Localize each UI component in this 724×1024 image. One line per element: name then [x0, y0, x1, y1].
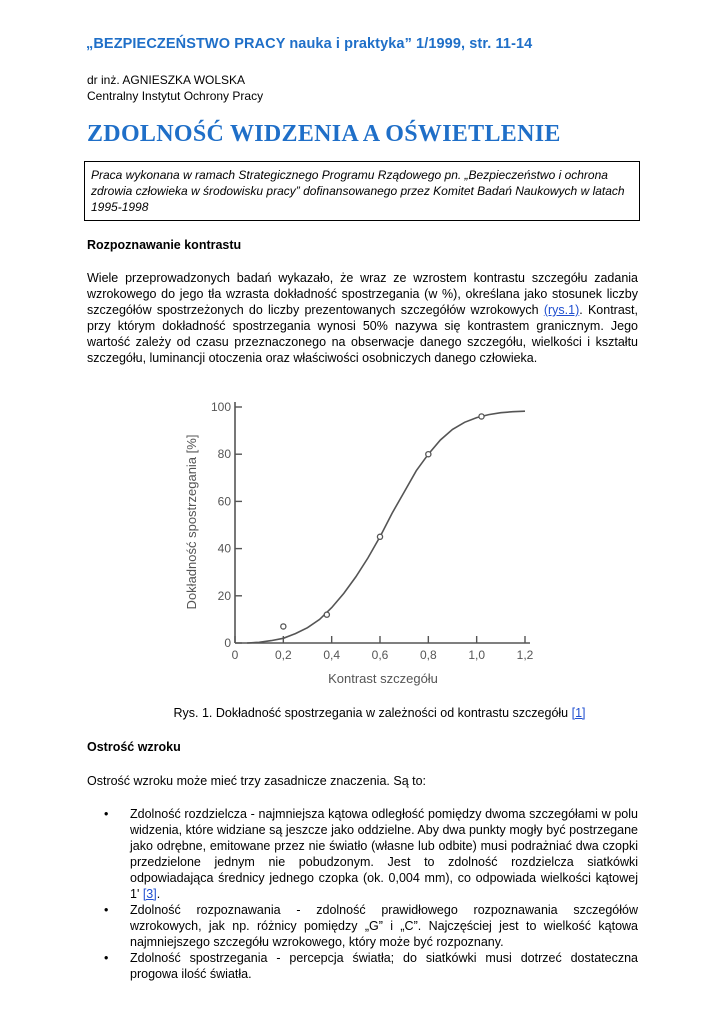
chart-axes — [235, 402, 530, 643]
funding-note: Praca wykonana w ramach Strategicznego Programu Rządowego pn. „Bezpieczeństwo i ochrona zdrowia człowieka w środowisku pracy” dofinansowanego przez Komitet Badań Naukowych w latach 1995-1998 — [84, 161, 640, 221]
article-title: ZDOLNOŚĆ WIDZENIA A OŚWIETLENIE — [87, 121, 561, 147]
y-tick-label: 40 — [217, 541, 231, 556]
reference-link[interactable]: [3] — [142, 887, 157, 901]
section-heading-acuity: Ostrość wzroku — [87, 740, 181, 754]
accuracy-curve — [247, 411, 525, 643]
bullet-icon: • — [104, 951, 109, 965]
journal-citation: „BEZPIECZEŃSTWO PRACY nauka i praktyka” 1/1999, str. 11-14 — [86, 36, 533, 52]
x-tick-label: 0,2 — [274, 648, 292, 662]
x-tick-label: 0,4 — [323, 648, 341, 662]
data-point — [324, 612, 329, 617]
list-item-text: Zdolność spostrzegania - percepcja światła; do siatkówki musi dotrzeć dostateczna progowa ilość światła. — [130, 951, 638, 981]
x-tick-label: 0,6 — [371, 648, 389, 662]
list-item — [104, 902, 638, 950]
y-tick-label: 20 — [217, 588, 231, 603]
x-axis-label: Kontrast szczegółu — [328, 671, 438, 686]
data-point — [377, 534, 382, 539]
x-tick-label: 0 — [231, 648, 239, 662]
list-item-text-end: . — [156, 887, 161, 901]
y-tick-label: 80 — [217, 447, 231, 462]
x-tick-label: 1,0 — [468, 648, 486, 662]
paragraph-contrast — [87, 270, 638, 366]
y-axis-label: Dokładność spostrzegania [%] — [184, 434, 199, 610]
paragraph-acuity-intro: Ostrość wzroku może mieć trzy zasadnicze znaczenia. Są to: — [87, 774, 427, 788]
author-name: dr inż. AGNIESZKA WOLSKA — [87, 73, 246, 87]
data-point — [426, 452, 431, 457]
x-tick-label: 0,8 — [419, 648, 437, 662]
list-item — [104, 950, 638, 982]
acuity-list — [104, 806, 638, 982]
bullet-icon: • — [104, 903, 109, 917]
list-item-text: Zdolność rozdzielcza - najmniejsza kątowa odległość pomiędzy dwoma szczegółami w polu widzenia, które widziane są jeszcze jako oddzielne. Aby dwa punkty mogły być postrzegane jako odrębne, emitowane przez nie światło (własne lub odbite) musi podrażniać dwa czopki przedzielone jednym nie pobudzonym. Jest to zdolność rozdzielcza siatkówki odpowiadająca średnicy jednego czopka (ok. 0,004 mm), co odpowiada wielkości kątowej 1' — [130, 807, 638, 901]
section-heading-contrast: Rozpoznawanie kontrastu — [87, 238, 242, 252]
bullet-icon: • — [104, 807, 109, 821]
paragraph-text-end: . Kontrast, przy którym dokładność spostrzegania wynosi 50% nazywa się kontrastem granicznym. Jego wartość zależy od czasu przeznaczonego na obserwacje danego szczegółu, wielkości i kształtu szczegółu, luminancji otoczenia oraz właściwości osobniczych danego człowieka. — [87, 303, 638, 365]
contrast-accuracy-chart — [170, 390, 550, 695]
y-tick-label: 60 — [217, 494, 231, 509]
figure-caption — [0, 706, 724, 720]
x-tick-label: 1,2 — [516, 648, 534, 662]
data-point — [281, 624, 286, 629]
data-points — [281, 414, 484, 629]
author-block — [87, 72, 263, 104]
paragraph-text-start: Wiele przeprowadzonych badań wykazało, że wraz ze wzrostem kontrastu szczegółu zadania wzrokowego do jego tła wzrasta dokładność spostrzegania (w %), określana jako stosunek liczby szczegółów spostrzeżonych do liczby prezentowanych szczegółów wzrokowych — [87, 271, 638, 317]
list-item — [104, 806, 638, 902]
caption-text: Rys. 1. Dokładność spostrzegania w zależności od kontrastu szczegółu — [173, 706, 572, 720]
author-institution: Centralny Instytut Ochrony Pracy — [87, 89, 264, 103]
caption-reference-link[interactable]: [1] — [571, 706, 586, 720]
list-item-text: Zdolność rozpoznawania - zdolność prawidłowego rozpoznawania szczegółów wzrokowych, jak np. różnicy pomiędzy „G” i „C”. Najczęściej jest to wielkość kątowa najmniejszego szczegółu wzrokowego, który może być rozpoznany. — [130, 903, 638, 949]
chart-ticks — [211, 400, 534, 662]
data-point — [479, 414, 484, 419]
figure-link[interactable]: (rys.1) — [543, 303, 580, 317]
y-tick-label: 100 — [210, 400, 231, 414]
y-tick-label: 0 — [224, 636, 231, 650]
